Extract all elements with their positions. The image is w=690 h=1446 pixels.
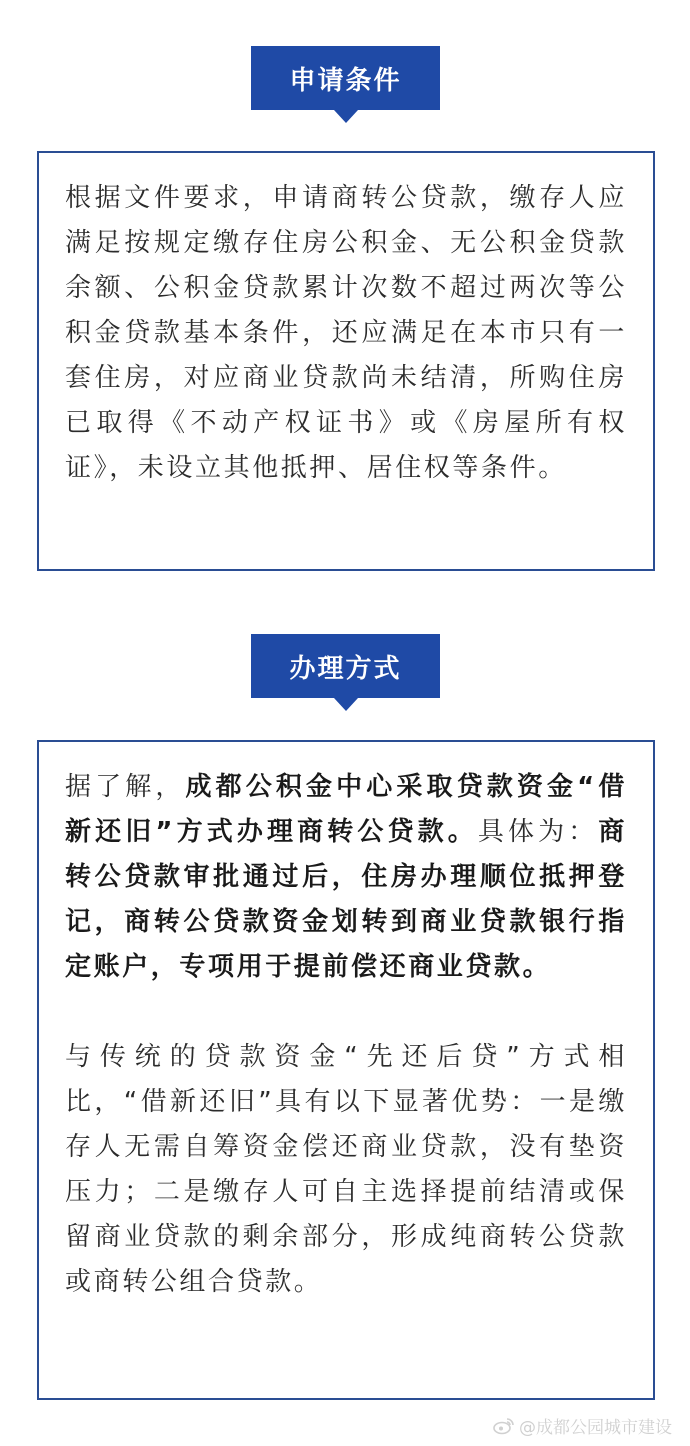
weibo-icon xyxy=(493,1417,515,1435)
paragraph-lead-text: 据了解， xyxy=(65,772,186,802)
paragraph-bold-text: 商转公贷款审批通过后，住房办理顺位抵押登记，商转公贷款资金划转到商业贷款银行指定账户，专项用于提前偿还商业贷款。 xyxy=(65,817,627,982)
section-tag-processing-method xyxy=(251,634,440,698)
section-tag-label: 申请条件 xyxy=(289,65,402,96)
processing-method-box xyxy=(37,740,655,1400)
application-conditions-paragraph: 根据文件要求，申请商转公贷款，缴存人应满足按规定缴存住房公积金、无公积金贷款余额、公积金贷款累计次数不超过两次等公积金贷款基本条件，还应满足在本市只有一套住房，对应商业贷款尚未结清，所购住房已取得《不动产权证书》或《房屋所有权证》，未设立其他抵押、居住权等条件。 xyxy=(65,183,627,483)
watermark xyxy=(493,1413,672,1438)
paragraph-bold-text: 成都公积金中心采取贷款资金“借新还旧”方式办理商转公贷款。 xyxy=(65,772,627,847)
processing-method-paragraph-2: 与传统的贷款资金“先还后贷”方式相比，“借新还旧”具有以下显著优势：一是缴存人无需自筹资金偿还商业贷款，没有垫资压力；二是缴存人可自主选择提前结清或保留商业贷款的剩余部分，形成纯商转公贷款或商转公组合贷款。 xyxy=(65,1042,627,1297)
tag-pointer-icon xyxy=(334,110,358,123)
section-tag-application-conditions xyxy=(251,46,440,110)
tag-pointer-icon xyxy=(334,698,358,711)
watermark-text: @成都公园城市建设 xyxy=(519,1418,672,1438)
application-conditions-box xyxy=(37,151,655,571)
section-tag-label: 办理方式 xyxy=(289,653,402,684)
paragraph-text: 具体为： xyxy=(477,817,599,847)
processing-method-paragraph-1 xyxy=(65,765,627,990)
